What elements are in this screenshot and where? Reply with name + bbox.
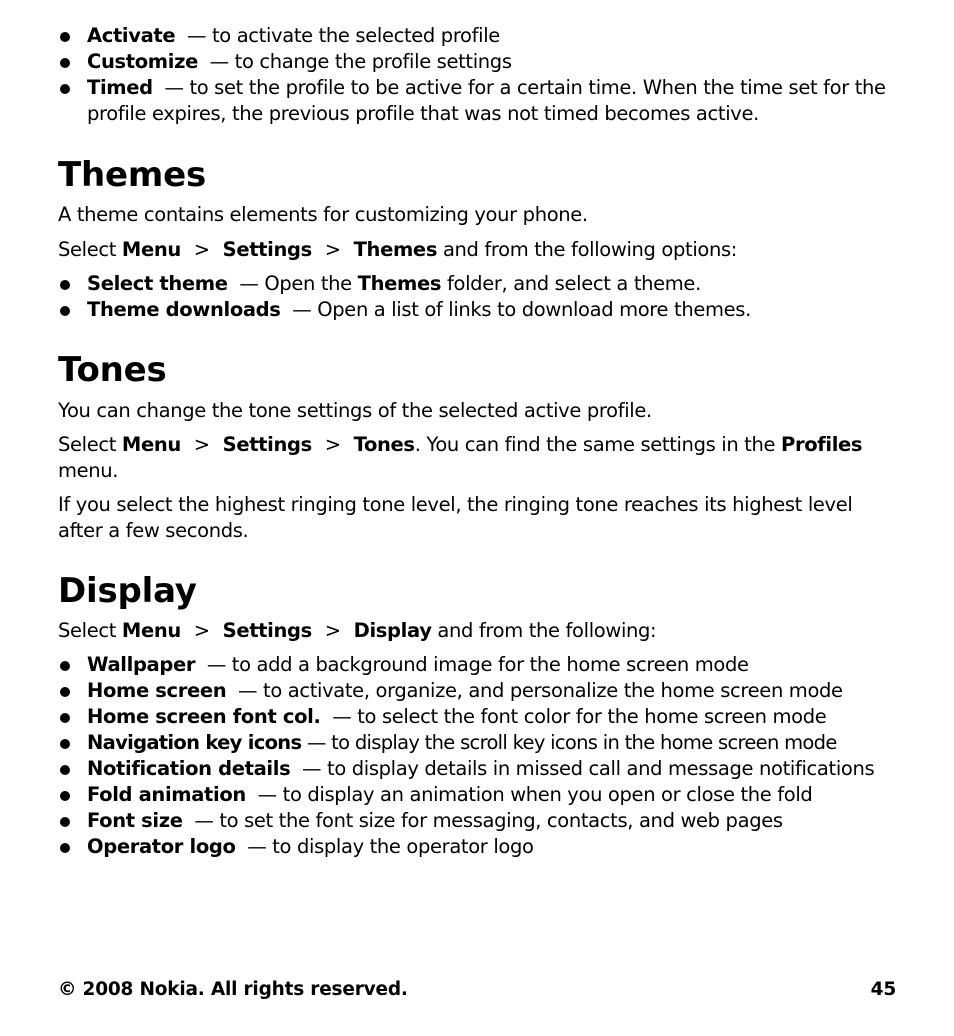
list-item bbox=[58, 652, 900, 678]
path-suffix: and from the following: bbox=[437, 619, 657, 642]
option-desc: — to set the profile to be active for a certain time. When the time set for the profile expires, the previous profile that was not timed becomes active. bbox=[87, 76, 886, 125]
list-item bbox=[58, 834, 900, 860]
option-desc: — to activate the selected profile bbox=[186, 24, 500, 47]
option-desc-bold: Themes bbox=[357, 272, 442, 295]
path-separator: > bbox=[324, 238, 341, 261]
bullet-icon bbox=[60, 280, 70, 290]
option-desc: — to display the operator logo bbox=[247, 835, 534, 858]
display-options-list bbox=[58, 652, 900, 860]
bullet-icon bbox=[60, 713, 70, 723]
bullet-icon bbox=[60, 791, 70, 801]
section-heading-themes: Themes bbox=[58, 155, 206, 195]
path-settings: Settings bbox=[222, 619, 312, 642]
list-item bbox=[58, 23, 900, 49]
bullet-icon bbox=[60, 817, 70, 827]
option-term: Customize bbox=[87, 50, 198, 73]
option-term: Home screen bbox=[87, 679, 227, 702]
option-desc: — to display the scroll key icons in the home screen mode bbox=[306, 731, 837, 754]
profile-options-list bbox=[58, 23, 900, 127]
list-item bbox=[58, 730, 900, 756]
themes-intro: A theme contains elements for customizing your phone. bbox=[58, 203, 588, 226]
option-term: Notification details bbox=[87, 757, 291, 780]
option-term: Home screen font col. bbox=[87, 705, 321, 728]
menu-word: menu. bbox=[58, 459, 119, 482]
bullet-icon bbox=[60, 58, 70, 68]
display-menu-path bbox=[58, 618, 656, 644]
option-term: Font size bbox=[87, 809, 183, 832]
profiles-word: Profiles bbox=[781, 433, 863, 456]
list-item bbox=[58, 756, 900, 782]
section-heading-tones: Tones bbox=[58, 350, 167, 390]
option-desc: — Open a list of links to download more themes. bbox=[292, 298, 751, 321]
path-settings: Settings bbox=[222, 433, 312, 456]
list-item bbox=[58, 271, 900, 297]
option-desc: — to change the profile settings bbox=[209, 50, 512, 73]
path-separator: > bbox=[193, 238, 210, 261]
tones-menu-path bbox=[58, 432, 900, 484]
copyright-notice: © 2008 Nokia. All rights reserved. bbox=[58, 979, 408, 1000]
select-word: Select bbox=[58, 433, 117, 456]
tones-intro: You can change the tone settings of the selected active profile. bbox=[58, 399, 652, 422]
list-item bbox=[58, 297, 900, 323]
path-suffix: and from the following options: bbox=[442, 238, 738, 261]
option-desc: — to add a background image for the home screen mode bbox=[206, 653, 749, 676]
option-desc: — to set the font size for messaging, contacts, and web pages bbox=[194, 809, 783, 832]
page-footer bbox=[58, 977, 896, 1003]
option-desc: — to display an animation when you open or close the fold bbox=[257, 783, 813, 806]
option-term: Select theme bbox=[87, 272, 228, 295]
path-separator: > bbox=[193, 619, 210, 642]
option-desc: — to display details in missed call and message notifications bbox=[302, 757, 875, 780]
list-item bbox=[58, 808, 900, 834]
bullet-icon bbox=[60, 739, 70, 749]
option-desc: — Open the bbox=[239, 272, 352, 295]
bullet-icon bbox=[60, 661, 70, 671]
tones-note: If you select the highest ringing tone level, the ringing tone reaches its highest level after a few seconds. bbox=[58, 493, 853, 542]
list-item bbox=[58, 782, 900, 808]
list-item bbox=[58, 704, 900, 730]
bullet-icon bbox=[60, 84, 70, 94]
themes-options-list bbox=[58, 271, 900, 323]
select-word: Select bbox=[58, 238, 117, 261]
path-menu: Menu bbox=[121, 238, 181, 261]
bullet-icon bbox=[60, 306, 70, 316]
path-separator: > bbox=[324, 619, 341, 642]
bullet-icon bbox=[60, 32, 70, 42]
list-item bbox=[58, 75, 900, 127]
option-term: Timed bbox=[87, 76, 153, 99]
option-term: Theme downloads bbox=[87, 298, 281, 321]
option-term: Wallpaper bbox=[87, 653, 196, 676]
select-word: Select bbox=[58, 619, 117, 642]
themes-menu-path bbox=[58, 237, 737, 263]
option-term: Navigation key icons bbox=[87, 731, 302, 754]
path-themes: Themes bbox=[353, 238, 438, 261]
list-item bbox=[58, 49, 900, 75]
path-separator: > bbox=[324, 433, 341, 456]
option-desc: folder, and select a theme. bbox=[447, 272, 701, 295]
path-menu: Menu bbox=[121, 619, 181, 642]
bullet-icon bbox=[60, 843, 70, 853]
option-desc: — to activate, organize, and personalize the home screen mode bbox=[238, 679, 843, 702]
option-term: Operator logo bbox=[87, 835, 236, 858]
option-term: Activate bbox=[87, 24, 176, 47]
list-item bbox=[58, 678, 900, 704]
option-term: Fold animation bbox=[87, 783, 246, 806]
section-heading-display: Display bbox=[58, 571, 197, 611]
path-menu: Menu bbox=[121, 433, 181, 456]
path-suffix: . You can find the same settings in the bbox=[414, 433, 776, 456]
page-number: 45 bbox=[870, 979, 896, 1000]
path-tones: Tones bbox=[353, 433, 415, 456]
bullet-icon bbox=[60, 687, 70, 697]
path-settings: Settings bbox=[222, 238, 312, 261]
option-desc: — to select the font color for the home screen mode bbox=[332, 705, 827, 728]
bullet-icon bbox=[60, 765, 70, 775]
path-display: Display bbox=[353, 619, 432, 642]
path-separator: > bbox=[193, 433, 210, 456]
